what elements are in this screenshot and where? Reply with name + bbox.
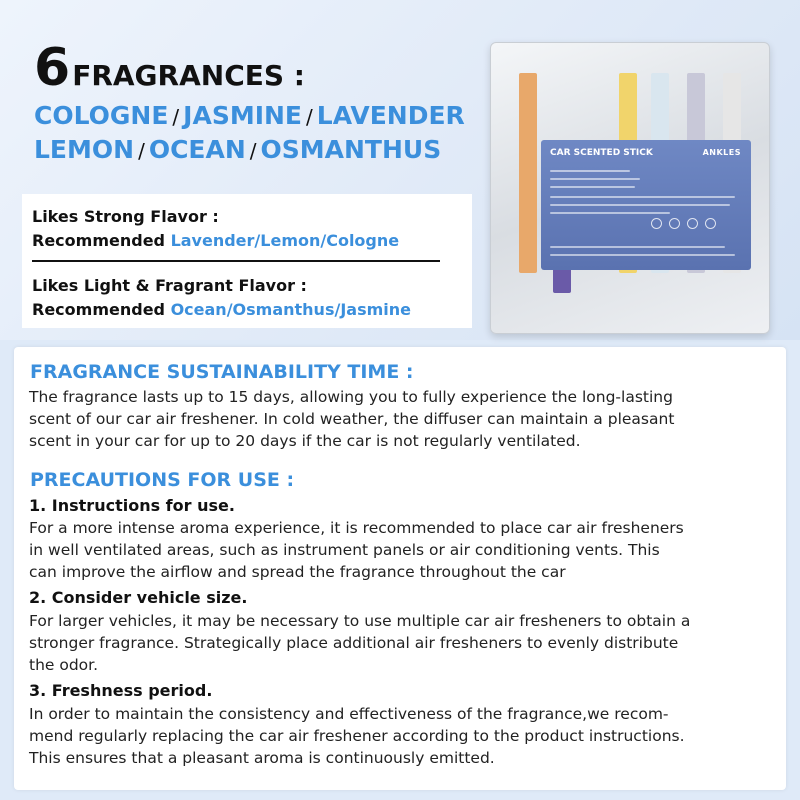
separator: /: [172, 105, 180, 129]
precaution-2-line-2: stronger fragrance. Strategically place additional air fresheners to evenly distribute: [29, 634, 679, 652]
label-icon: [705, 218, 716, 229]
label-text-line: [550, 196, 735, 198]
label-brand: ANKLES: [702, 148, 741, 157]
separator: /: [138, 139, 145, 163]
precautions-heading: PRECAUTIONS FOR USE :: [30, 469, 295, 491]
precaution-1-line-1: For a more intense aroma experience, it is recommended to place car air fresheners: [29, 519, 684, 537]
scent-stick: [519, 73, 537, 273]
fragrance-count: 6: [34, 38, 69, 98]
title-word: FRAGRANCES :: [72, 59, 305, 92]
label-text-line: [550, 178, 640, 180]
sustainability-line-3: scent in your car for up to 20 days if the car is not regularly ventilated.: [29, 432, 581, 450]
product-bag: [490, 42, 770, 334]
precaution-3-line-1: In order to maintain the consistency and effectiveness of the fragrance,we recom-: [29, 705, 669, 723]
recommended-prefix: Recommended: [32, 231, 171, 250]
fragrance-jasmine: JASMINE: [183, 101, 303, 130]
label-icon: [687, 218, 698, 229]
label-title: CAR SCENTED STICK: [550, 148, 653, 158]
label-text-line: [550, 212, 670, 214]
precaution-2-title: 2. Consider vehicle size.: [29, 588, 248, 607]
label-icon: [669, 218, 680, 229]
precaution-1-line-3: can improve the airflow and spread the fragrance throughout the car: [29, 563, 566, 581]
precaution-3-line-3: This ensures that a pleasant aroma is continuously emitted.: [29, 749, 495, 767]
label-icon: [651, 218, 662, 229]
label-text-line: [550, 170, 630, 172]
divider: [32, 260, 440, 262]
precaution-1-line-2: in well ventilated areas, such as instrument panels or air conditioning vents. This: [29, 541, 660, 559]
fragrance-ocean: OCEAN: [148, 135, 246, 164]
sustainability-line-2: scent of our car air freshener. In cold weather, the diffuser can maintain a pleasant: [29, 410, 675, 428]
label-text-line: [550, 186, 635, 188]
fragrance-list-line-2: [34, 135, 441, 164]
product-image: [490, 42, 768, 332]
label-text-line: [550, 246, 725, 248]
fragrance-osmanthus: OSMANTHUS: [260, 135, 442, 164]
fragrance-lavender: LAVENDER: [316, 101, 465, 130]
fragrance-cologne: COLOGNE: [34, 101, 169, 130]
label-text-line: [550, 254, 735, 256]
recommended-prefix: Recommended: [32, 300, 171, 319]
fragrance-lemon: LEMON: [34, 135, 135, 164]
precaution-2-line-1: For larger vehicles, it may be necessary to use multiple car air fresheners to obtain a: [29, 612, 691, 630]
page-title: [34, 38, 305, 98]
sustainability-heading: FRAGRANCE SUSTAINABILITY TIME :: [30, 361, 414, 383]
recommendation-box: [22, 194, 472, 328]
sustainability-line-1: The fragrance lasts up to 15 days, allowing you to fully experience the long-lasting: [29, 388, 673, 406]
light-flavor-value: Ocean/Osmanthus/Jasmine: [170, 300, 411, 319]
fragrance-list-line-1: [34, 101, 465, 130]
strong-flavor-recommendation: [32, 231, 399, 250]
light-flavor-label: Likes Light & Fragrant Flavor :: [32, 276, 307, 295]
strong-flavor-label: Likes Strong Flavor :: [32, 207, 219, 226]
label-text-line: [550, 204, 730, 206]
precaution-3-title: 3. Freshness period.: [29, 681, 213, 700]
separator: /: [306, 105, 313, 129]
light-flavor-recommendation: [32, 300, 411, 319]
precaution-2-line-3: the odor.: [29, 656, 99, 674]
separator: /: [249, 139, 257, 163]
product-label: [541, 140, 751, 270]
strong-flavor-value: Lavender/Lemon/Cologne: [170, 231, 400, 250]
precaution-3-line-2: mend regularly replacing the car air freshener according to the product instructions.: [29, 727, 685, 745]
precaution-1-title: 1. Instructions for use.: [29, 496, 235, 515]
